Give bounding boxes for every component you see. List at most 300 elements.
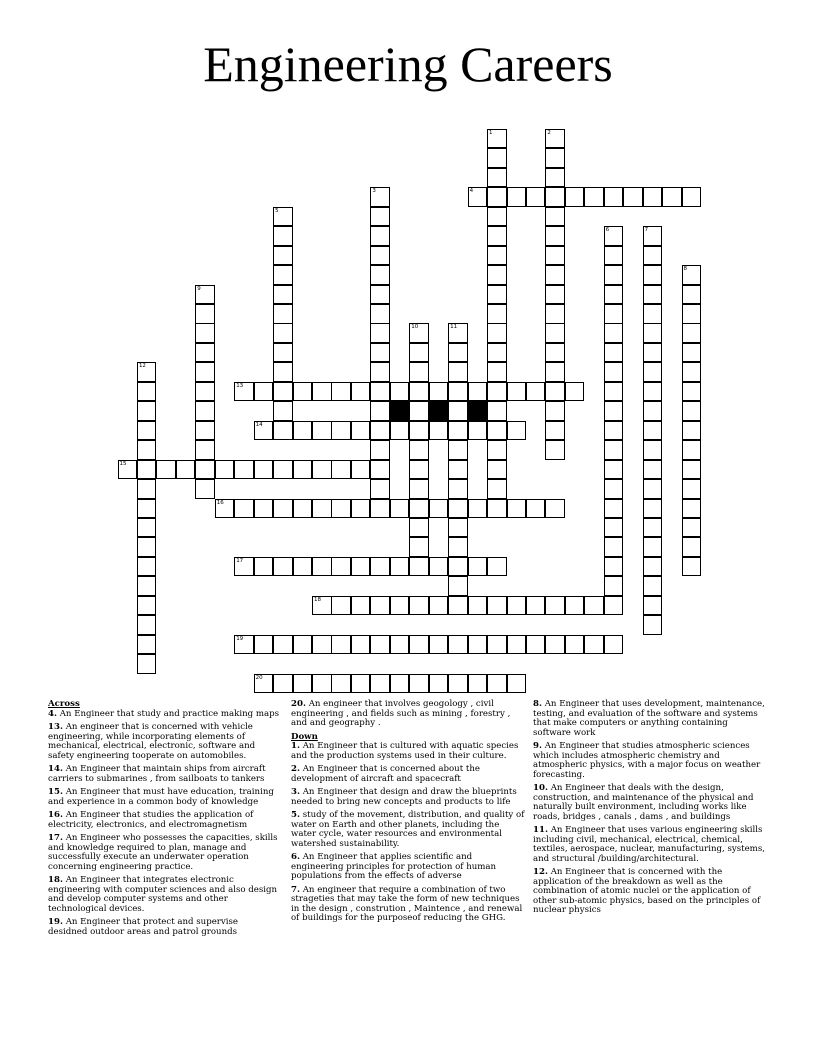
grid-cell[interactable]	[390, 499, 410, 519]
grid-cell[interactable]	[195, 440, 215, 460]
grid-cell[interactable]	[643, 576, 663, 596]
grid-cell[interactable]	[273, 343, 293, 363]
grid-cell[interactable]	[643, 537, 663, 557]
grid-cell[interactable]	[429, 499, 449, 519]
grid-cell[interactable]	[254, 674, 274, 694]
grid-cell[interactable]	[331, 460, 351, 480]
grid-cell[interactable]	[526, 635, 546, 655]
grid-cell[interactable]	[507, 187, 527, 207]
clue-number: 20	[255, 674, 263, 681]
grid-cell[interactable]	[293, 499, 313, 519]
grid-cell[interactable]	[584, 187, 604, 207]
grid-cell[interactable]	[604, 479, 624, 499]
grid-cell[interactable]	[370, 440, 390, 460]
grid-cell[interactable]	[604, 401, 624, 421]
grid-cell[interactable]	[643, 615, 663, 635]
grid-cell[interactable]	[351, 421, 371, 441]
clue-item	[533, 868, 765, 916]
grid-cell[interactable]	[487, 148, 507, 168]
grid-cell[interactable]	[448, 537, 468, 557]
grid-cell[interactable]	[409, 537, 429, 557]
grid-cell[interactable]	[137, 615, 157, 635]
grid-cell[interactable]	[487, 557, 507, 577]
grid-cell[interactable]	[390, 557, 410, 577]
grid-cell[interactable]	[487, 362, 507, 382]
grid-cell[interactable]	[565, 635, 585, 655]
grid-cell[interactable]	[643, 323, 663, 343]
grid-cell[interactable]	[195, 382, 215, 402]
grid-cell[interactable]	[234, 635, 254, 655]
grid-cell[interactable]	[468, 499, 488, 519]
grid-cell[interactable]	[526, 596, 546, 616]
grid-cell[interactable]	[137, 596, 157, 616]
grid-cell[interactable]	[643, 362, 663, 382]
grid-cell[interactable]	[409, 362, 429, 382]
grid-cell[interactable]	[273, 674, 293, 694]
grid-cell[interactable]	[545, 635, 565, 655]
grid-cell[interactable]	[390, 674, 410, 694]
grid-cell[interactable]	[468, 674, 488, 694]
grid-cell[interactable]	[604, 343, 624, 363]
grid-cell[interactable]	[351, 460, 371, 480]
grid-cell[interactable]	[137, 440, 157, 460]
grid-cell[interactable]	[370, 421, 390, 441]
grid-cell[interactable]	[409, 479, 429, 499]
grid-cell[interactable]	[604, 635, 624, 655]
grid-cell[interactable]	[448, 499, 468, 519]
grid-cell[interactable]	[682, 285, 702, 305]
grid-cell[interactable]	[273, 382, 293, 402]
grid-cell[interactable]	[643, 304, 663, 324]
grid-cell[interactable]	[312, 596, 332, 616]
grid-cell[interactable]	[448, 440, 468, 460]
grid-cell[interactable]	[234, 460, 254, 480]
grid-cell[interactable]	[682, 421, 702, 441]
grid-cell[interactable]	[273, 557, 293, 577]
grid-cell[interactable]	[273, 401, 293, 421]
grid-cell[interactable]	[409, 440, 429, 460]
grid-cell[interactable]	[643, 226, 663, 246]
grid-cell[interactable]	[507, 382, 527, 402]
grid-cell[interactable]	[545, 226, 565, 246]
grid-cell[interactable]	[273, 460, 293, 480]
grid-cell[interactable]	[487, 382, 507, 402]
grid-cell[interactable]	[156, 460, 176, 480]
grid-cell[interactable]	[234, 557, 254, 577]
grid-cell[interactable]	[487, 499, 507, 519]
grid-cell[interactable]	[370, 635, 390, 655]
grid-cell[interactable]	[468, 635, 488, 655]
grid-cell[interactable]	[409, 460, 429, 480]
grid-cell[interactable]	[584, 596, 604, 616]
grid-cell[interactable]	[293, 421, 313, 441]
grid-cell[interactable]	[312, 674, 332, 694]
grid-cell[interactable]	[370, 207, 390, 227]
grid-cell[interactable]	[487, 440, 507, 460]
grid-cell[interactable]	[487, 401, 507, 421]
grid-cell[interactable]	[448, 421, 468, 441]
grid-cell[interactable]	[682, 460, 702, 480]
grid-cell[interactable]	[643, 596, 663, 616]
grid-cell[interactable]	[487, 674, 507, 694]
grid-cell[interactable]	[351, 596, 371, 616]
grid-cell[interactable]	[370, 304, 390, 324]
grid-cell[interactable]	[370, 596, 390, 616]
grid-cell[interactable]	[137, 382, 157, 402]
grid-cell[interactable]	[273, 226, 293, 246]
grid-cell[interactable]	[643, 499, 663, 519]
grid-cell[interactable]	[409, 518, 429, 538]
grid-cell[interactable]	[137, 499, 157, 519]
grid-cell[interactable]	[643, 187, 663, 207]
grid-cell[interactable]	[487, 265, 507, 285]
grid-cell[interactable]	[370, 246, 390, 266]
grid-cell[interactable]	[195, 323, 215, 343]
grid-cell[interactable]	[545, 596, 565, 616]
grid-cell[interactable]	[682, 265, 702, 285]
grid-cell[interactable]	[215, 499, 235, 519]
grid-cell[interactable]	[370, 285, 390, 305]
grid-cell[interactable]	[604, 265, 624, 285]
grid-cell[interactable]	[487, 596, 507, 616]
grid-cell[interactable]	[390, 596, 410, 616]
grid-cell[interactable]	[682, 304, 702, 324]
grid-cell[interactable]	[643, 440, 663, 460]
grid-cell[interactable]	[409, 499, 429, 519]
grid-cell[interactable]	[370, 226, 390, 246]
grid-cell[interactable]	[331, 499, 351, 519]
grid-cell[interactable]	[254, 499, 274, 519]
grid-cell[interactable]	[487, 168, 507, 188]
grid-cell[interactable]	[507, 499, 527, 519]
grid-cell[interactable]	[409, 421, 429, 441]
grid-cell[interactable]	[293, 674, 313, 694]
grid-cell[interactable]	[137, 479, 157, 499]
grid-cell[interactable]	[137, 362, 157, 382]
grid-cell[interactable]	[273, 246, 293, 266]
grid-cell[interactable]	[545, 187, 565, 207]
grid-cell[interactable]	[682, 362, 702, 382]
grid-cell[interactable]	[137, 518, 157, 538]
grid-cell[interactable]	[545, 421, 565, 441]
grid-cell[interactable]	[545, 499, 565, 519]
grid-cell[interactable]	[604, 304, 624, 324]
grid-cell[interactable]	[370, 265, 390, 285]
grid-cell[interactable]	[312, 421, 332, 441]
grid-cell[interactable]	[468, 187, 488, 207]
grid-cell[interactable]	[312, 460, 332, 480]
grid-cell[interactable]	[429, 557, 449, 577]
grid-cell[interactable]	[448, 635, 468, 655]
grid-cell[interactable]	[604, 323, 624, 343]
grid-cell[interactable]	[468, 421, 488, 441]
grid-cell[interactable]	[254, 460, 274, 480]
grid-cell[interactable]	[545, 323, 565, 343]
grid-cell[interactable]	[409, 323, 429, 343]
grid-cell[interactable]	[682, 479, 702, 499]
grid-cell[interactable]	[487, 129, 507, 149]
grid-cell[interactable]	[254, 421, 274, 441]
grid-cell[interactable]	[545, 246, 565, 266]
grid-cell[interactable]	[682, 499, 702, 519]
grid-cell[interactable]	[487, 421, 507, 441]
grid-cell[interactable]	[370, 557, 390, 577]
grid-cell[interactable]	[137, 537, 157, 557]
grid-cell[interactable]	[682, 187, 702, 207]
grid-cell[interactable]	[195, 421, 215, 441]
grid-cell[interactable]	[370, 499, 390, 519]
grid-cell[interactable]	[643, 401, 663, 421]
grid-cell[interactable]	[273, 285, 293, 305]
grid-cell[interactable]	[526, 499, 546, 519]
grid-cell[interactable]	[273, 304, 293, 324]
grid-cell[interactable]	[273, 323, 293, 343]
grid-cell[interactable]	[643, 479, 663, 499]
grid-cell[interactable]	[195, 343, 215, 363]
grid-cell[interactable]	[604, 576, 624, 596]
grid-cell[interactable]	[682, 537, 702, 557]
grid-cell[interactable]	[623, 187, 643, 207]
grid-cell[interactable]	[662, 187, 682, 207]
grid-cell[interactable]	[604, 460, 624, 480]
grid-cell[interactable]	[643, 382, 663, 402]
grid-cell[interactable]	[604, 362, 624, 382]
grid-cell[interactable]	[351, 382, 371, 402]
grid-cell[interactable]	[682, 323, 702, 343]
grid-cell[interactable]	[507, 635, 527, 655]
grid-cell[interactable]	[487, 460, 507, 480]
grid-cell[interactable]	[351, 635, 371, 655]
grid-cell[interactable]	[487, 207, 507, 227]
grid-cell[interactable]	[370, 479, 390, 499]
grid-cell[interactable]	[331, 635, 351, 655]
grid-cell[interactable]	[487, 246, 507, 266]
grid-cell[interactable]	[448, 401, 468, 421]
grid-cell[interactable]	[429, 674, 449, 694]
grid-cell[interactable]	[604, 537, 624, 557]
grid-cell[interactable]	[409, 557, 429, 577]
grid-cell[interactable]	[273, 362, 293, 382]
grid-cell[interactable]	[409, 343, 429, 363]
grid-cell[interactable]	[448, 382, 468, 402]
grid-cell[interactable]	[545, 382, 565, 402]
grid-cell[interactable]	[137, 421, 157, 441]
grid-cell[interactable]	[604, 246, 624, 266]
grid-cell[interactable]	[604, 557, 624, 577]
grid-cell[interactable]	[565, 596, 585, 616]
grid-cell[interactable]	[643, 421, 663, 441]
grid-cell[interactable]	[331, 421, 351, 441]
grid-cell[interactable]	[195, 362, 215, 382]
grid-cell[interactable]	[487, 187, 507, 207]
grid-cell[interactable]	[370, 187, 390, 207]
grid-cell[interactable]	[448, 596, 468, 616]
grid-cell[interactable]	[487, 285, 507, 305]
grid-cell[interactable]	[273, 207, 293, 227]
grid-cell[interactable]	[545, 207, 565, 227]
grid-cell[interactable]	[604, 596, 624, 616]
grid-cell[interactable]	[643, 246, 663, 266]
grid-cell[interactable]	[448, 362, 468, 382]
grid-cell[interactable]	[604, 440, 624, 460]
grid-cell[interactable]	[234, 499, 254, 519]
grid-cell[interactable]	[487, 479, 507, 499]
clue-column-3	[533, 700, 765, 920]
grid-cell[interactable]	[682, 557, 702, 577]
grid-cell[interactable]	[409, 674, 429, 694]
clue-item-text: An Engineer that studies the application of electricity, electronics, and electromagnetism	[48, 810, 254, 830]
grid-cell[interactable]	[234, 382, 254, 402]
grid-cell[interactable]	[584, 635, 604, 655]
grid-cell[interactable]	[507, 674, 527, 694]
grid-cell[interactable]	[137, 576, 157, 596]
grid-cell[interactable]	[390, 421, 410, 441]
grid-cell[interactable]	[254, 382, 274, 402]
clue-item-text: An Engineer that deals with the design, construction, and maintenance of the physical and naturally built environment, including works like roads, bridges , canals , dams , and buildings	[533, 783, 754, 822]
grid-cell[interactable]	[137, 635, 157, 655]
grid-cell[interactable]	[545, 304, 565, 324]
grid-cell[interactable]	[604, 382, 624, 402]
grid-cell[interactable]	[545, 168, 565, 188]
grid-cell[interactable]	[409, 401, 429, 421]
grid-cell[interactable]	[448, 460, 468, 480]
grid-cell[interactable]	[409, 382, 429, 402]
grid-cell[interactable]	[487, 304, 507, 324]
grid-cell[interactable]	[273, 635, 293, 655]
grid-cell[interactable]	[312, 557, 332, 577]
grid-cell[interactable]	[293, 557, 313, 577]
grid-cell[interactable]	[273, 421, 293, 441]
grid-cell[interactable]	[643, 343, 663, 363]
grid-cell[interactable]	[118, 460, 138, 480]
grid-cell[interactable]	[409, 635, 429, 655]
grid-cell[interactable]	[448, 518, 468, 538]
grid-cell[interactable]	[545, 265, 565, 285]
grid-cell[interactable]	[137, 460, 157, 480]
grid-cell[interactable]	[137, 401, 157, 421]
grid-cell[interactable]	[643, 518, 663, 538]
grid-cell[interactable]	[215, 460, 235, 480]
grid-cell[interactable]	[682, 343, 702, 363]
grid-cell[interactable]	[370, 382, 390, 402]
grid-cell[interactable]	[331, 596, 351, 616]
grid-cell[interactable]	[370, 460, 390, 480]
grid-cell[interactable]	[351, 557, 371, 577]
grid-cell[interactable]	[273, 265, 293, 285]
grid-cell[interactable]	[312, 382, 332, 402]
grid-cell[interactable]	[312, 635, 332, 655]
grid-cell[interactable]	[545, 285, 565, 305]
grid-cell[interactable]	[370, 323, 390, 343]
grid-cell[interactable]	[429, 421, 449, 441]
grid-cell[interactable]	[390, 635, 410, 655]
grid-cell[interactable]	[487, 635, 507, 655]
grid-cell[interactable]	[370, 362, 390, 382]
grid-cell[interactable]	[526, 187, 546, 207]
grid-cell[interactable]	[370, 674, 390, 694]
grid-cell[interactable]	[176, 460, 196, 480]
grid-cell[interactable]	[643, 557, 663, 577]
grid-cell[interactable]	[643, 265, 663, 285]
grid-cell[interactable]	[604, 187, 624, 207]
grid-cell[interactable]	[487, 343, 507, 363]
grid-cell[interactable]	[604, 518, 624, 538]
grid-cell[interactable]	[331, 557, 351, 577]
grid-cell[interactable]	[254, 635, 274, 655]
grid-cell[interactable]	[273, 499, 293, 519]
grid-cell[interactable]	[195, 401, 215, 421]
grid-cell[interactable]	[195, 479, 215, 499]
grid-cell[interactable]	[565, 382, 585, 402]
grid-cell[interactable]	[390, 382, 410, 402]
grid-cell[interactable]	[448, 557, 468, 577]
grid-cell[interactable]	[468, 596, 488, 616]
grid-cell[interactable]	[507, 596, 527, 616]
grid-cell[interactable]	[604, 226, 624, 246]
grid-cell[interactable]	[604, 421, 624, 441]
grid-cell[interactable]	[409, 596, 429, 616]
grid-cell[interactable]	[682, 518, 702, 538]
grid-cell[interactable]	[643, 285, 663, 305]
grid-cell[interactable]	[545, 401, 565, 421]
grid-cell[interactable]	[487, 323, 507, 343]
grid-cell[interactable]	[195, 304, 215, 324]
grid-cell[interactable]	[545, 129, 565, 149]
grid-cell[interactable]	[545, 362, 565, 382]
grid-cell[interactable]	[604, 499, 624, 519]
grid-cell[interactable]	[293, 460, 313, 480]
grid-cell[interactable]	[487, 226, 507, 246]
grid-cell[interactable]	[370, 343, 390, 363]
grid-cell[interactable]	[370, 401, 390, 421]
grid-cell[interactable]	[137, 654, 157, 674]
grid-cell[interactable]	[254, 557, 274, 577]
grid-cell[interactable]	[331, 674, 351, 694]
grid-cell[interactable]	[448, 343, 468, 363]
grid-cell[interactable]	[351, 674, 371, 694]
grid-cell[interactable]	[448, 323, 468, 343]
grid-cell[interactable]	[448, 674, 468, 694]
grid-cell[interactable]	[448, 479, 468, 499]
grid-cell[interactable]	[137, 557, 157, 577]
grid-cell[interactable]	[545, 148, 565, 168]
grid-cell[interactable]	[682, 440, 702, 460]
grid-cell[interactable]	[545, 343, 565, 363]
grid-cell[interactable]	[565, 187, 585, 207]
grid-cell[interactable]	[195, 460, 215, 480]
clue-column-2	[291, 700, 527, 928]
grid-cell[interactable]	[545, 440, 565, 460]
grid-cell[interactable]	[429, 635, 449, 655]
grid-cell[interactable]	[429, 596, 449, 616]
grid-cell[interactable]	[429, 382, 449, 402]
grid-cell[interactable]	[331, 382, 351, 402]
grid-cell[interactable]	[312, 499, 332, 519]
grid-cell[interactable]	[293, 635, 313, 655]
grid-cell[interactable]	[682, 401, 702, 421]
grid-cell[interactable]	[293, 382, 313, 402]
grid-cell[interactable]	[468, 382, 488, 402]
grid-cell[interactable]	[448, 576, 468, 596]
grid-cell[interactable]	[643, 460, 663, 480]
grid-cell[interactable]	[682, 382, 702, 402]
grid-cell[interactable]	[604, 285, 624, 305]
grid-cell[interactable]	[351, 499, 371, 519]
grid-cell[interactable]	[526, 382, 546, 402]
grid-cell[interactable]	[468, 557, 488, 577]
grid-cell[interactable]	[195, 285, 215, 305]
grid-cell[interactable]	[507, 421, 527, 441]
